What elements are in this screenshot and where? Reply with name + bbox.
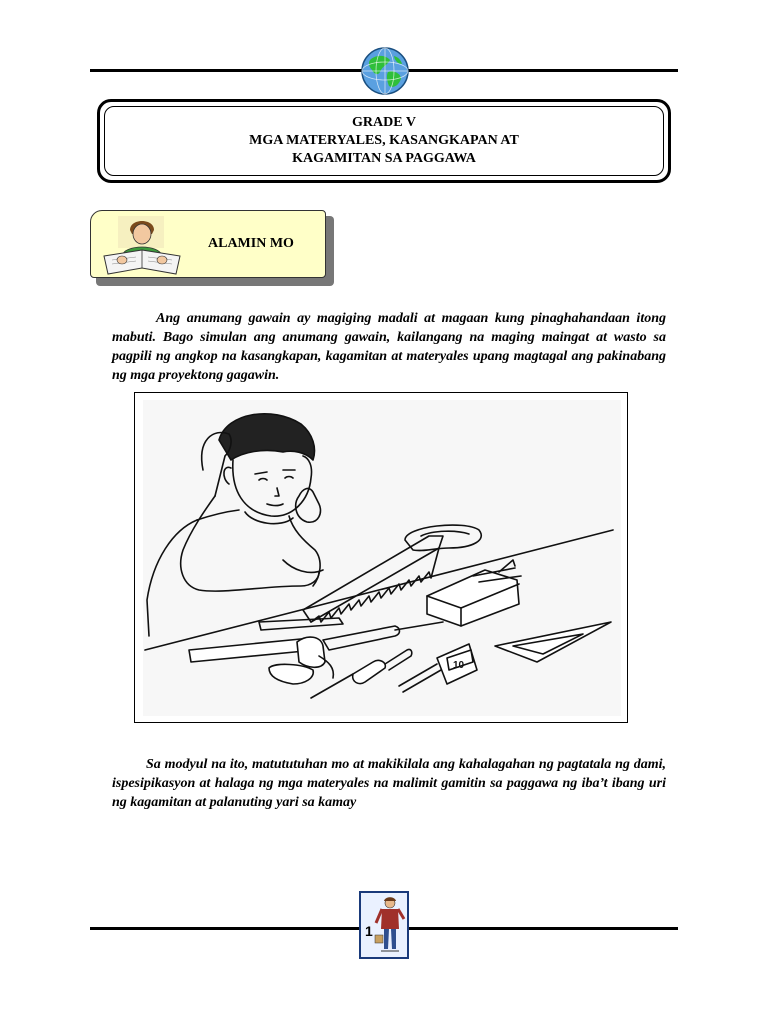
module-paragraph: Sa modyul na ito, matututuhan mo at makikilala ang kahalagahan ng pagtatala ng dami, ispesipikasyon at halaga ng mga materyales na malimit gamitin sa paggawa ng iba’t ibang uri ng kagamitan at palanuting yari sa kamay (112, 757, 666, 810)
title-line-1: MGA MATERYALES, KASANGKAPAN AT (249, 133, 519, 148)
globe-icon (360, 46, 410, 96)
reading-person-icon (100, 212, 184, 276)
tape-label: 10 (453, 660, 465, 671)
child-with-tools-illustration (143, 400, 621, 716)
page-number-badge (359, 891, 409, 959)
page-number: 1 (365, 923, 373, 939)
illustration-frame (134, 392, 628, 723)
title-box (97, 99, 671, 183)
grade-label: GRADE V (352, 115, 416, 130)
worker-icon (373, 895, 407, 957)
intro-paragraph: Ang anumang gawain ay magiging madali at magaan kung pinaghahandaan itong mabuti. Bago simulan ang anumang gawain, kailangang na maging maingat at wasto sa pagpili ng angkop na kasangkapan, kagamitan at materyales upang magtagal ang pakinabang ng mga proyektong gagawin. (112, 311, 666, 383)
title-inner (104, 106, 664, 176)
section-label: ALAMIN MO (208, 236, 294, 251)
title-line-2: KAGAMITAN SA PAGGAWA (292, 151, 476, 166)
